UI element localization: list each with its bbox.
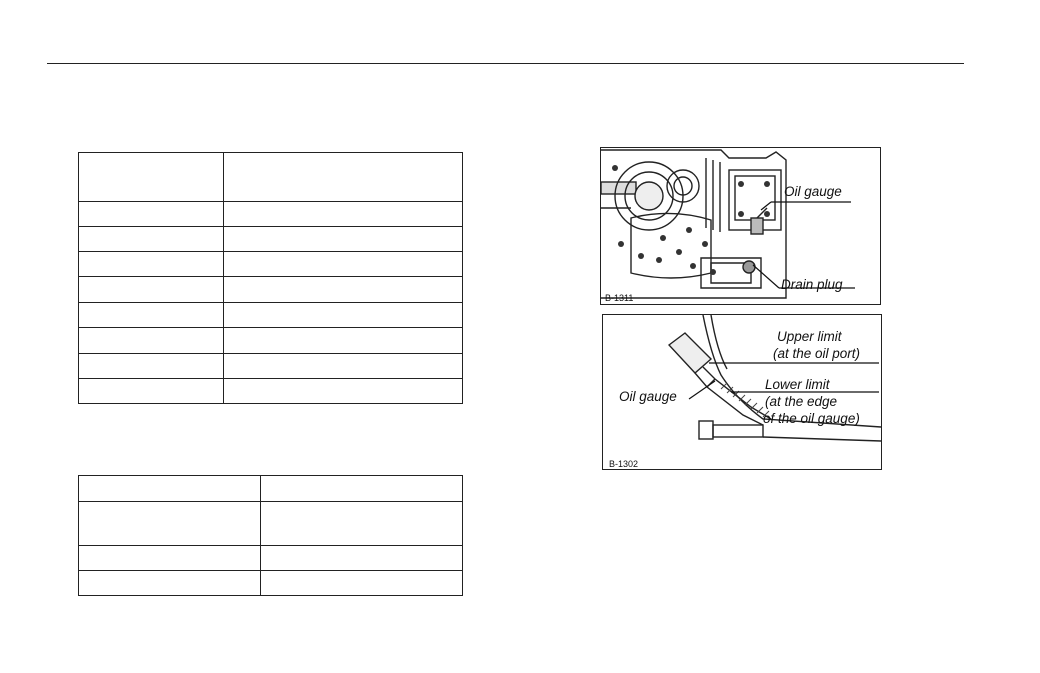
table-row (79, 546, 463, 571)
table-cell (79, 476, 261, 502)
table-cell (224, 252, 463, 277)
header-rule (47, 63, 964, 64)
spec-table-2 (78, 475, 463, 596)
table-cell (261, 571, 463, 596)
table-row (79, 277, 463, 303)
oil-gauge-label: Oil gauge (784, 184, 842, 199)
table-cell (79, 277, 224, 303)
table-cell (261, 476, 463, 502)
oil-gauge-label: Oil gauge (619, 389, 677, 404)
figure-code: B-1311 (605, 293, 634, 303)
oil-level-figure (602, 314, 882, 470)
table-row (79, 153, 463, 202)
table-cell (79, 202, 224, 227)
table-row (79, 252, 463, 277)
table-cell (261, 502, 463, 546)
table-cell (224, 202, 463, 227)
table-cell (79, 502, 261, 546)
table-row (79, 328, 463, 354)
table-cell (79, 303, 224, 328)
table-row (79, 502, 463, 546)
table-cell (224, 328, 463, 354)
table-cell (224, 354, 463, 379)
table-row (79, 379, 463, 404)
table-cell (224, 277, 463, 303)
drain-plug-label: Drain plug (781, 277, 843, 292)
table-cell (79, 546, 261, 571)
lower-limit-label: Lower limit (765, 377, 830, 392)
lower-limit-note-1: (at the edge (765, 394, 838, 409)
table-row (79, 354, 463, 379)
upper-limit-label: Upper limit (777, 329, 842, 344)
table-cell (224, 153, 463, 202)
table-cell (261, 546, 463, 571)
table-cell (79, 252, 224, 277)
table-row (79, 303, 463, 328)
table-row (79, 476, 463, 502)
table-cell (79, 328, 224, 354)
table-row (79, 227, 463, 252)
table-cell (79, 227, 224, 252)
table-cell (79, 153, 224, 202)
table-cell (224, 303, 463, 328)
table-cell (224, 227, 463, 252)
lower-limit-note-2: of the oil gauge) (763, 411, 860, 426)
engine-oil-gauge-figure (600, 147, 881, 305)
table-row (79, 571, 463, 596)
table-cell (79, 354, 224, 379)
table-cell (79, 379, 224, 404)
upper-limit-note: (at the oil port) (773, 346, 861, 361)
table-cell (224, 379, 463, 404)
table-cell (79, 571, 261, 596)
figure-code: B-1302 (609, 459, 639, 469)
table-row (79, 202, 463, 227)
spec-table-1 (78, 152, 463, 404)
